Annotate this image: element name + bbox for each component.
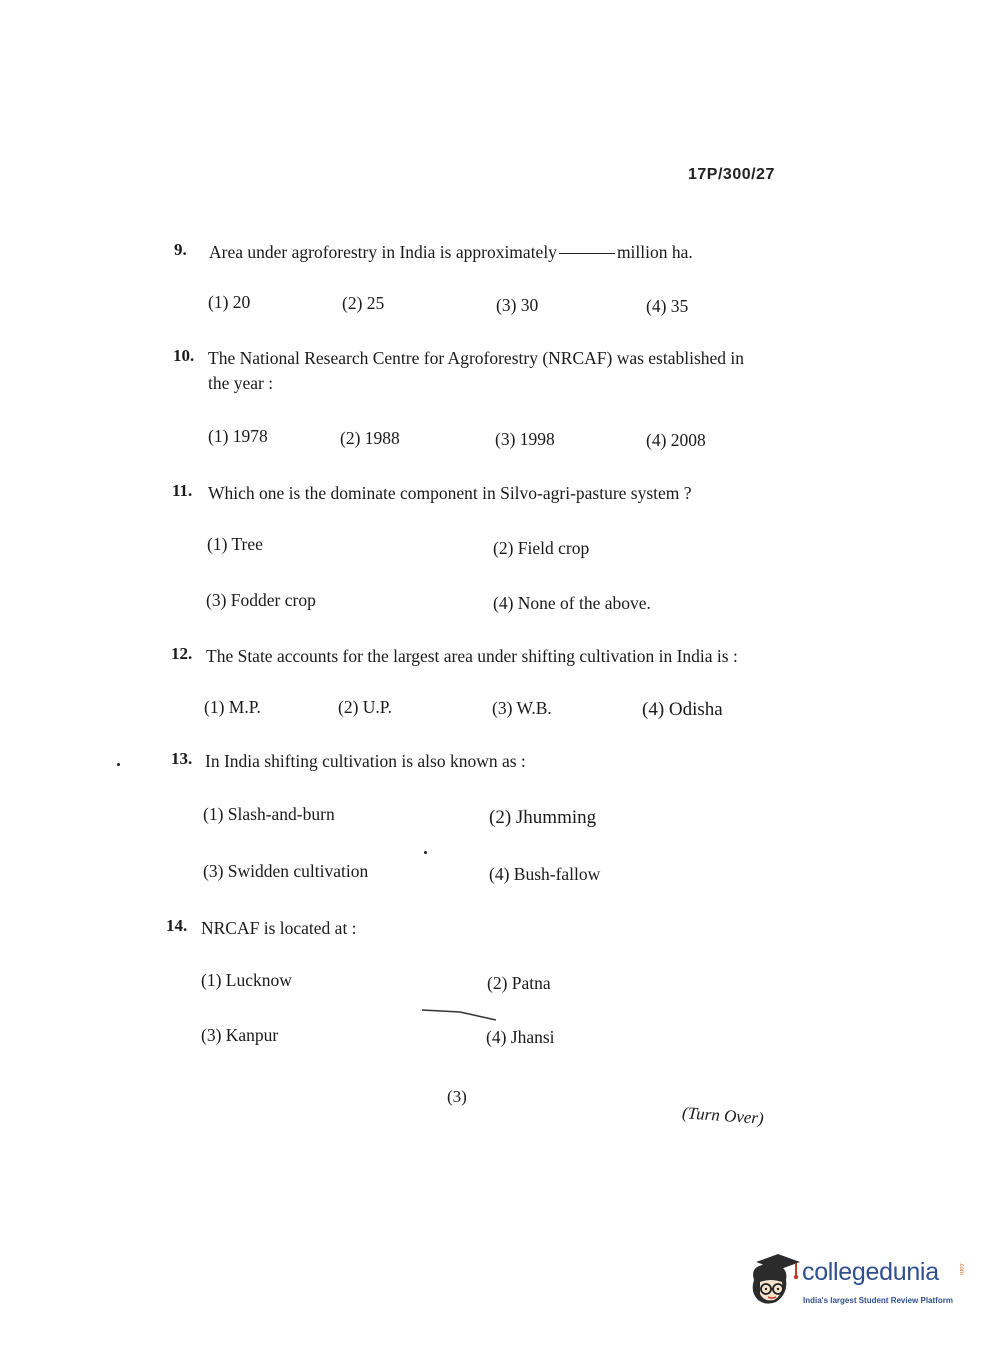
question-11-option-3: (3) Fodder crop (206, 590, 316, 610)
question-9-text (209, 240, 693, 264)
question-14-option-3: (3) Kanpur (201, 1025, 279, 1045)
question-11-option-4: (4) None of the above. (493, 593, 651, 613)
question-9-text-before: Area under agroforestry in India is approximately (209, 242, 557, 262)
question-9-option-1: (1) 20 (208, 292, 251, 312)
question-10-number: 10. (173, 346, 195, 365)
logo-wordmark: collegedunia (802, 1258, 939, 1286)
question-10-text-line-1: The National Research Centre for Agroforestry (NRCAF) was established in (208, 348, 745, 368)
turn-over-note: (Turn Over) (681, 1103, 765, 1128)
question-13-number: 13. (171, 749, 193, 768)
question-9-option-4: (4) 35 (646, 296, 689, 316)
logo-tagline: India's largest Student Review Platform (803, 1296, 953, 1305)
question-11-option-1: (1) Tree (207, 534, 263, 554)
question-14-text: NRCAF is located at : (201, 918, 357, 938)
question-12-option-2: (2) U.P. (338, 697, 392, 717)
student-mascot-icon (742, 1250, 802, 1310)
question-12-option-3: (3) W.B. (492, 698, 552, 718)
scan-mark (424, 851, 427, 854)
question-11-text: Which one is the dominate component in Silvo-agri-pasture system ? (208, 483, 692, 503)
question-10-option-2: (2) 1988 (340, 428, 400, 448)
question-10-option-4: (4) 2008 (646, 430, 706, 450)
question-14-number: 14. (166, 916, 188, 935)
page-number: (3) (447, 1087, 467, 1106)
logo-domain-suffix: .com (958, 1262, 964, 1276)
question-11-option-2: (2) Field crop (493, 538, 590, 558)
question-10-option-1: (1) 1978 (208, 426, 268, 446)
question-9-option-2: (2) 25 (342, 293, 385, 313)
question-13-option-3: (3) Swidden cultivation (203, 861, 369, 881)
question-12-text: The State accounts for the largest area under shifting cultivation in India is : (206, 646, 738, 666)
question-12-option-4: (4) Odisha (642, 699, 723, 720)
question-9-number: 9. (174, 240, 187, 259)
question-10-option-3: (3) 1998 (495, 429, 555, 449)
question-14-option-1: (1) Lucknow (201, 970, 292, 990)
question-10-text-line-2: the year : (208, 373, 274, 393)
question-9-text-after: million ha. (616, 242, 693, 262)
question-12-number: 12. (171, 644, 193, 663)
question-12-option-1: (1) M.P. (204, 697, 261, 717)
collegedunia-logo (742, 1250, 968, 1316)
question-13-option-4: (4) Bush-fallow (489, 864, 601, 884)
question-11-number: 11. (172, 481, 193, 500)
answer-blank (559, 253, 615, 254)
paper-code: 17P/300/27 (688, 166, 775, 183)
question-13-option-2: (2) Jhumming (489, 807, 597, 828)
question-13-option-1: (1) Slash-and-burn (203, 804, 335, 824)
question-14-option-2: (2) Patna (487, 973, 551, 993)
question-13-text: In India shifting cultivation is also known as : (205, 751, 526, 771)
question-9-option-3: (3) 30 (496, 295, 539, 315)
pen-stroke (420, 1006, 500, 1026)
scan-mark (117, 763, 120, 766)
question-14-option-4: (4) Jhansi (486, 1027, 555, 1047)
